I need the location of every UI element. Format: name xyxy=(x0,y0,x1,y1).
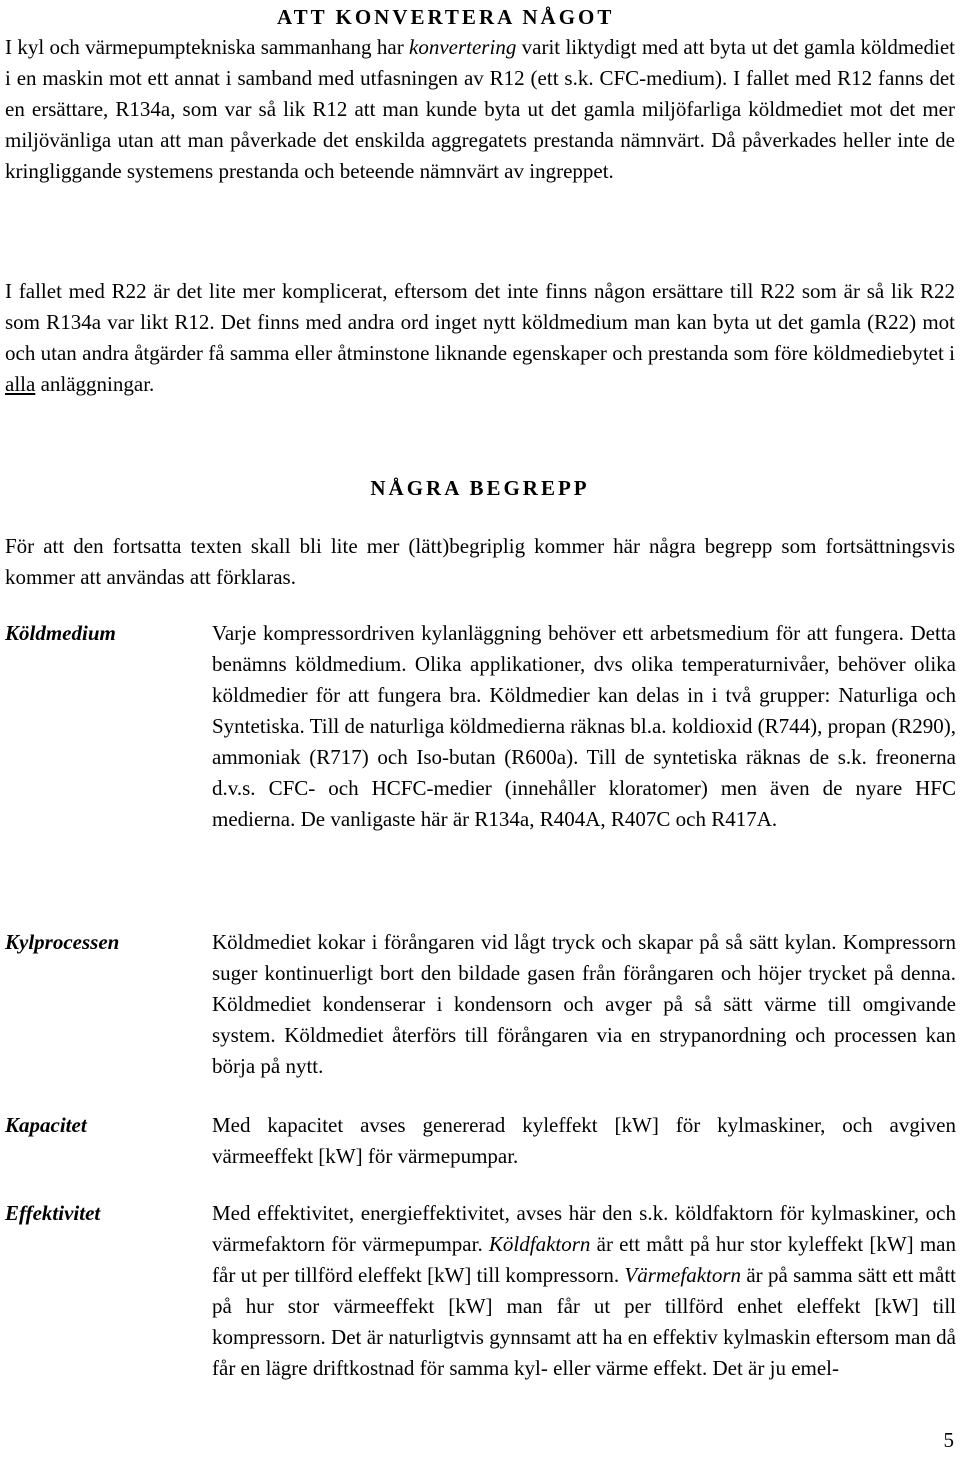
paragraph-text: anläggningar. xyxy=(35,372,155,396)
term-label: Effektivitet xyxy=(5,1201,101,1225)
emphasis-koldfaktorn: Köldfaktorn xyxy=(488,1232,591,1256)
term-label: Köldmedium xyxy=(5,621,116,645)
paragraph-begrepp-intro: För att den fortsatta texten skall bli lite mer (lätt)begriplig kommer här några begrepp som fortsättningsvis kommer att användas att förklaras. xyxy=(5,534,955,589)
paragraph-konvertering-r12 xyxy=(5,32,955,187)
emphasis-konvertering: konvertering xyxy=(409,35,517,59)
term-label: Kylprocessen xyxy=(5,930,120,954)
emphasis-varmefaktorn: Värmefaktorn xyxy=(624,1263,742,1287)
underlined-alla: alla xyxy=(5,372,36,396)
term-definition: Med kapacitet avses genererad kyleffekt [kW] för kylmaskiner, och avgiven värmeeffekt [kW] för värmepumpar. xyxy=(212,1113,956,1168)
paragraph-r22 xyxy=(5,276,955,400)
term-label: Kapacitet xyxy=(5,1113,87,1137)
paragraph-text: I fallet med R22 är det lite mer komplicerat, eftersom det inte finns någon ersättare till R22 som är så lik R22 som R134a var likt R12. Det finns med andra ord inget nytt köldmedium man kan byta ut det gamla (R22) mot och utan andra åtgärder få samma eller åtminstone liknande egenskaper och prestanda som före köldmediebytet i xyxy=(5,279,955,365)
term-definition xyxy=(212,1198,956,1384)
paragraph-text: I kyl och värmepumptekniska sammanhang har xyxy=(5,35,410,59)
page-number: 5 xyxy=(943,1428,954,1452)
definition-text: är ett mått på hur stor kyleffekt [kW] man får ut per tillförd eleffekt [kW] till kompressorn. xyxy=(212,1232,957,1287)
paragraph-text: varit liktydigt med att byta ut det gamla köldmediet i en maskin mot ett annat i samband med utfasningen av R12 (ett s.k. CFC-medium). I fallet med R12 fanns det en ersättare, R134a, som var så lik R12 att man kunde byta ut det gamla miljöfarliga köldmediet mot det mer miljövänliga utan att man påverkade det enskilda aggregatets prestanda nämnvärt. Då påverkades heller inte de kringliggande systemens prestanda och beteende nämnvärt av ingreppet. xyxy=(5,35,955,183)
definition-text: Med effektivitet, energieffektivitet, avses här den s.k. köldfaktorn för kylmaskiner, och värmefaktorn för värmepumpar. xyxy=(212,1201,956,1256)
term-definition: Köldmediet kokar i förångaren vid lågt tryck och skapar på så sätt kylan. Kompressorn suger kontinuerligt bort den bildade gasen från förångaren och höjer trycket på denna. Köldmediet kondenserar i kondensorn och avger på så sätt värme till omgivande system. Köldmediet återförs till förångaren via en strypanordning och processen kan börja på nytt. xyxy=(212,930,956,1078)
section-heading-konvertera: ATT KONVERTERA NÅGOT xyxy=(277,5,615,29)
definition-text: är på samma sätt ett mått på hur stor värmeeffekt [kW] man får ut per tillförd enhet eleffekt [kW] till kompressorn. Det är naturligtvis gynnsamt att ha en effektiv kylmaskin eftersom man då får en lägre driftkostnad för samma kyl- eller värme effekt. Det är ju emel- xyxy=(212,1263,957,1380)
term-definition: Varje kompressordriven kylanläggning behöver ett arbetsmedium för att fungera. Detta benämns köldmedium. Olika applikationer, dvs olika temperaturnivåer, behöver olika köldmedier för att fungera bra. Köldmedier kan delas in i två grupper: Naturliga och Syntetiska. Till de naturliga köldmedierna räknas bl.a. koldioxid (R744), propan (R290), ammoniak (R717) och Iso-butan (R600a). Till de syntetiska räknas de s.k. freonerna d.v.s. CFC- och HCFC-medier (innehåller kloratomer) men även de nyare HFC medierna. De vanligaste här är R134a, R404A, R407C och R417A. xyxy=(212,621,956,831)
section-heading-begrepp: NÅGRA BEGREPP xyxy=(370,476,590,500)
